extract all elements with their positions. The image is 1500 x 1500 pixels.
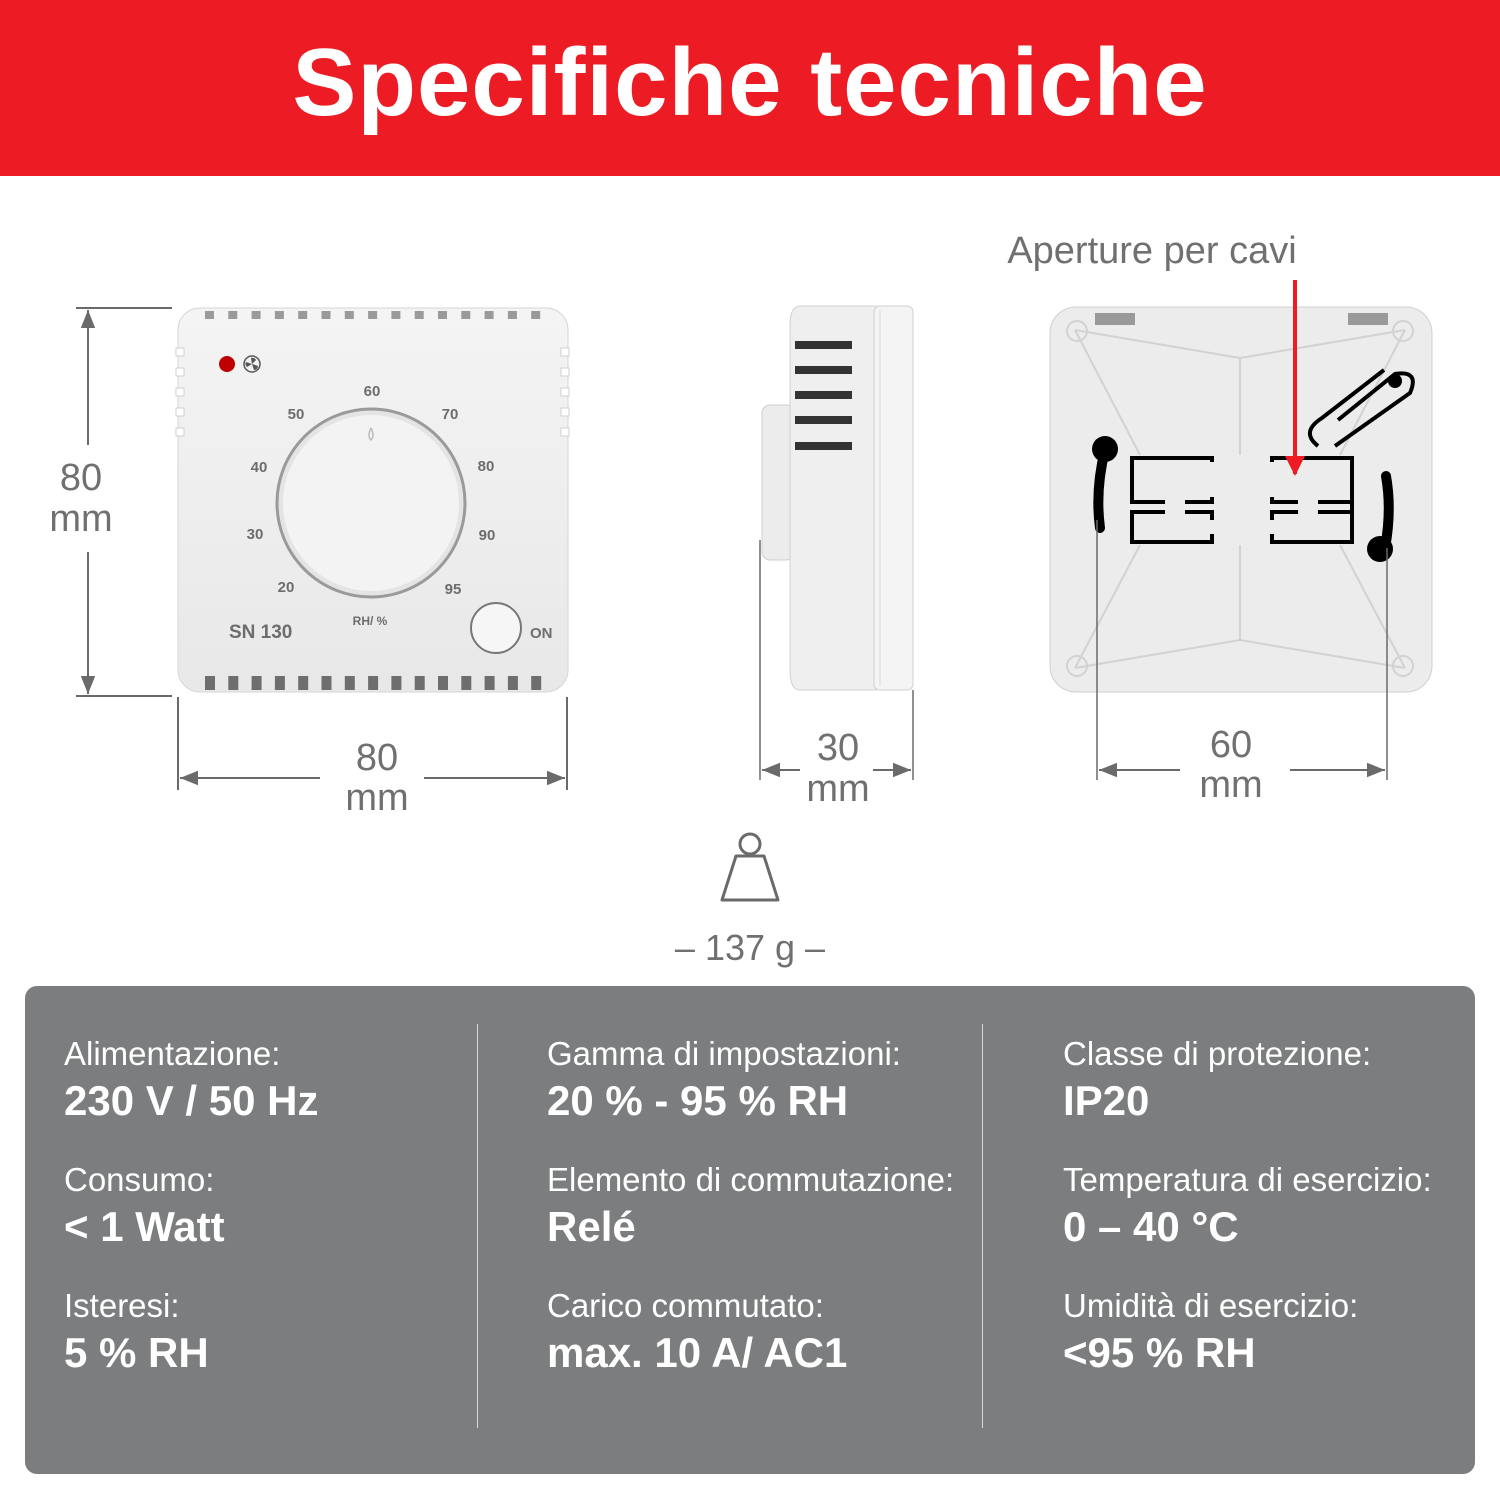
vent-slot <box>176 428 184 436</box>
spec-protection-class: Classe di protezione: IP20 <box>1063 1035 1372 1124</box>
vent-slot <box>345 676 355 690</box>
vent-slot <box>205 311 214 319</box>
vent-slot <box>368 311 377 319</box>
spec-operating-humidity: Umidità di esercizio: <95 % RH <box>1063 1287 1359 1376</box>
vent-slot <box>485 311 494 319</box>
vent-slot <box>438 311 447 319</box>
vent-slot <box>531 311 540 319</box>
vent-slot <box>252 311 261 319</box>
vent-slot <box>368 676 378 690</box>
vent-slot <box>438 676 448 690</box>
vent-slot <box>345 311 354 319</box>
vent-slot <box>461 676 471 690</box>
scale-60: 60 <box>363 383 381 400</box>
depth-value: 30 <box>816 727 860 769</box>
weight-icon <box>722 834 778 900</box>
vent-slot <box>508 311 517 319</box>
vent-slot <box>275 311 284 319</box>
weight-label: – 137 g – <box>674 927 826 968</box>
vent-slot <box>391 676 401 690</box>
scale-30: 30 <box>246 526 264 543</box>
scale-70: 70 <box>441 406 459 423</box>
vent-slot <box>322 676 332 690</box>
vent-slot <box>176 368 184 376</box>
page-title: Specifiche tecniche <box>292 29 1208 136</box>
vent-slot <box>531 676 541 690</box>
specs-column-1 <box>64 1034 318 1412</box>
width-value: 80 <box>355 737 399 779</box>
spec-switched-load: Carico commutato: max. 10 A/ AC1 <box>547 1287 848 1376</box>
spec-consumption: Consumo: < 1 Watt <box>64 1161 225 1250</box>
power-button <box>471 603 521 653</box>
scale-unit-label: RH/ % <box>352 614 388 628</box>
scale-95: 95 <box>444 581 462 598</box>
status-led-icon <box>219 356 235 372</box>
vent-slot <box>561 388 569 396</box>
spec-operating-temperature: Temperatura di esercizio: 0 – 40 °C <box>1063 1161 1432 1250</box>
model-label: SN 130 <box>229 622 293 643</box>
specs-column-2 <box>547 1034 954 1412</box>
spec-setting-range: Gamma di impostazioni: 20 % - 95 % RH <box>547 1035 901 1124</box>
vent-slot <box>176 388 184 396</box>
cable-openings-callout: Aperture per cavi <box>1007 230 1297 272</box>
hole-spacing-unit: mm <box>1199 764 1263 806</box>
divider <box>477 1024 478 1428</box>
vent-slot <box>176 348 184 356</box>
spec-hysteresis: Isteresi: 5 % RH <box>64 1287 209 1376</box>
height-unit: mm <box>49 498 113 540</box>
vent-slot <box>508 676 518 690</box>
vent-slot <box>561 428 569 436</box>
vent-slot <box>322 311 331 319</box>
back-view-device <box>1050 280 1432 692</box>
scale-50: 50 <box>287 406 305 423</box>
side-view-device <box>762 306 913 690</box>
vent-slot <box>228 311 237 319</box>
vent-slot <box>298 676 308 690</box>
hole-spacing-value: 60 <box>1209 724 1253 766</box>
vent-slot <box>298 311 307 319</box>
scale-40: 40 <box>250 459 268 476</box>
vent-slot <box>415 311 424 319</box>
vent-slot <box>275 676 285 690</box>
vent-slot <box>391 311 400 319</box>
on-label: ON <box>530 625 553 642</box>
spec-power-supply: Alimentazione: 230 V / 50 Hz <box>64 1035 319 1124</box>
vent-slot <box>561 368 569 376</box>
specs-panel <box>25 986 1475 1474</box>
vent-slot <box>561 408 569 416</box>
depth-unit: mm <box>806 768 870 810</box>
vent-slot <box>485 676 495 690</box>
scale-90: 90 <box>478 527 496 544</box>
specs-column-3 <box>1063 1034 1432 1412</box>
vent-slot <box>561 348 569 356</box>
scale-20: 20 <box>277 579 295 596</box>
vent-slot <box>176 408 184 416</box>
spec-switching-element: Elemento di commutazione: Relé <box>547 1161 955 1250</box>
vent-slot <box>252 676 262 690</box>
vent-slot <box>461 311 470 319</box>
vent-slot <box>205 676 215 690</box>
width-unit: mm <box>345 777 409 819</box>
vent-slot <box>415 676 425 690</box>
scale-80: 80 <box>477 458 495 475</box>
height-value: 80 <box>59 457 103 499</box>
front-view-device <box>176 308 569 692</box>
divider <box>982 1024 983 1428</box>
vent-slot <box>228 676 238 690</box>
